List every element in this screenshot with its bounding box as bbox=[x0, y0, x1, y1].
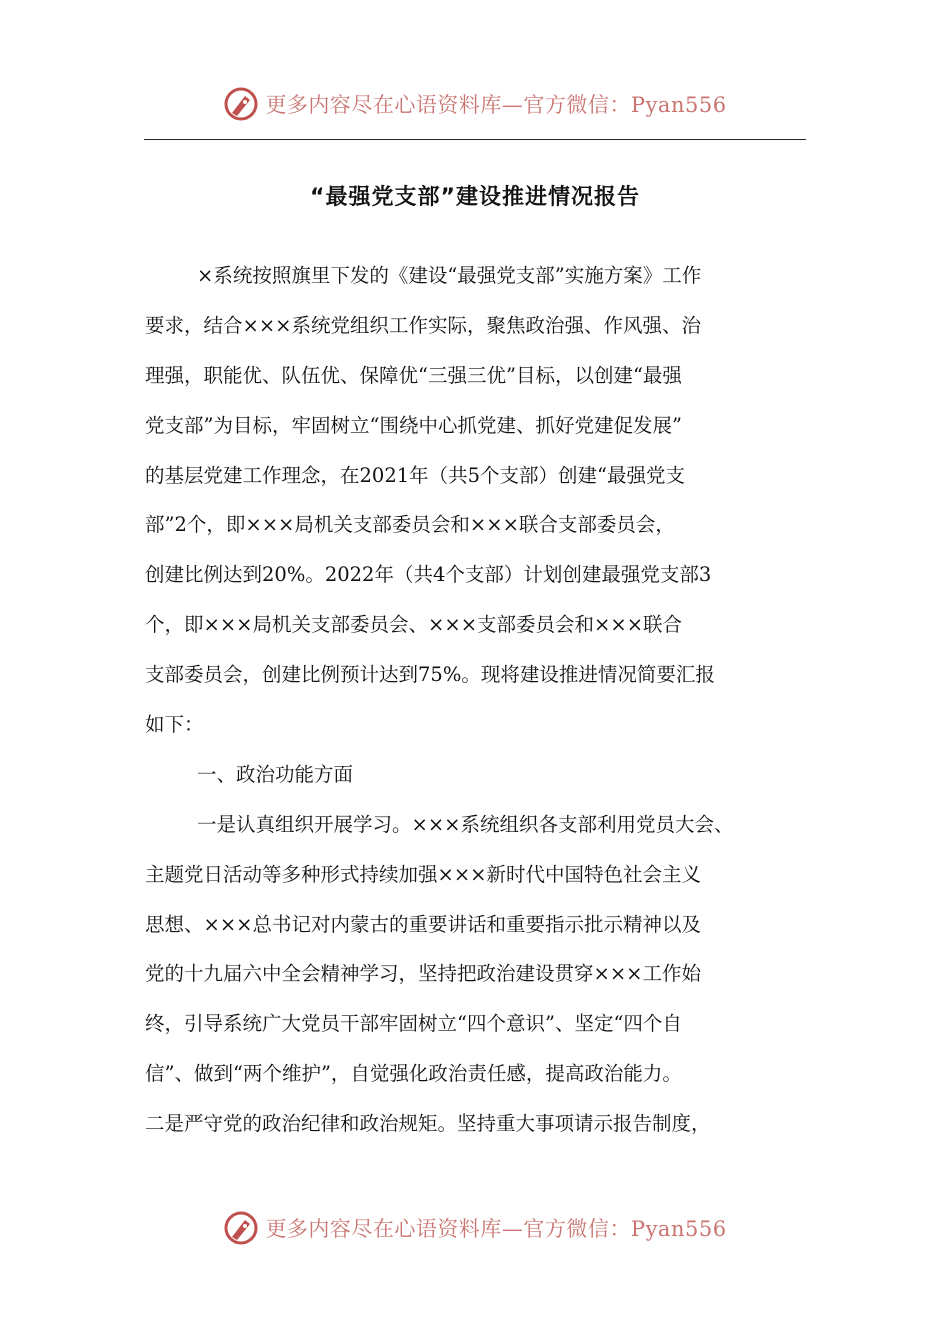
section-heading: 一、政治功能方面 bbox=[197, 762, 354, 786]
text-line: 党的十九届六中全会精神学习，坚持把政治建设贯穿×××工作始 bbox=[145, 962, 702, 986]
text-line: 二是严守党的政治纪律和政治规矩。坚持重大事项请示报告制度， bbox=[145, 1112, 711, 1136]
text-line: 支部委员会，创建比例预计达到75%。现将建设推进情况简要汇报 bbox=[145, 663, 715, 687]
text-line: 部”2个，即×××局机关支部委员会和×××联合支部委员会， bbox=[145, 513, 675, 537]
header-banner-text: 更多内容尽在心语资料库—官方微信：Pyan556 bbox=[265, 93, 727, 117]
footer-banner-text: 更多内容尽在心语资料库—官方微信：Pyan556 bbox=[265, 1217, 727, 1241]
text-line: 的基层党建工作理念，在2021年（共5个支部）创建“最强党支 bbox=[145, 463, 686, 487]
text-line: 一是认真组织开展学习。×××系统组织各支部利用党员大会、 bbox=[197, 812, 734, 836]
pen-nib-circle-icon bbox=[223, 86, 259, 122]
text-line: ×系统按照旗里下发的《建设“最强党支部”实施方案》工作 bbox=[197, 264, 702, 287]
text-line: 信”、做到“两个维护”，自觉强化政治责任感，提高政治能力。 bbox=[145, 1062, 682, 1086]
text-line: 终，引导系统广大党员干部牢固树立“四个意识”、坚定“四个自 bbox=[145, 1012, 682, 1036]
text-line: 理强，职能优、队伍优、保障优“三强三优”目标，以创建“最强 bbox=[145, 363, 682, 387]
text-line: 党支部”为目标，牢固树立“围绕中心抓党建、抓好党建促发展” bbox=[145, 413, 682, 437]
pen-nib-circle-icon bbox=[223, 1210, 259, 1246]
text-line: 要求，结合×××系统党组织工作实际，聚焦政治强、作风强、治 bbox=[145, 313, 702, 337]
document-body bbox=[145, 251, 810, 1149]
text-line: 思想、×××总书记对内蒙古的重要讲话和重要指示批示精神以及 bbox=[145, 912, 702, 936]
text-line: 主题党日活动等多种形式持续加强×××新时代中国特色社会主义 bbox=[145, 862, 702, 886]
text-line: 创建比例达到20%。2022年（共4个支部）计划创建最强党支部3 bbox=[145, 563, 712, 587]
page-title: “最强党支部”建设推进情况报告 bbox=[310, 185, 640, 210]
text-line: 个，即×××局机关支部委员会、×××支部委员会和×××联合 bbox=[145, 613, 683, 637]
footer-banner bbox=[0, 1206, 950, 1250]
header-divider bbox=[144, 139, 806, 140]
header-banner bbox=[0, 82, 950, 126]
text-line: 如下： bbox=[145, 713, 204, 737]
